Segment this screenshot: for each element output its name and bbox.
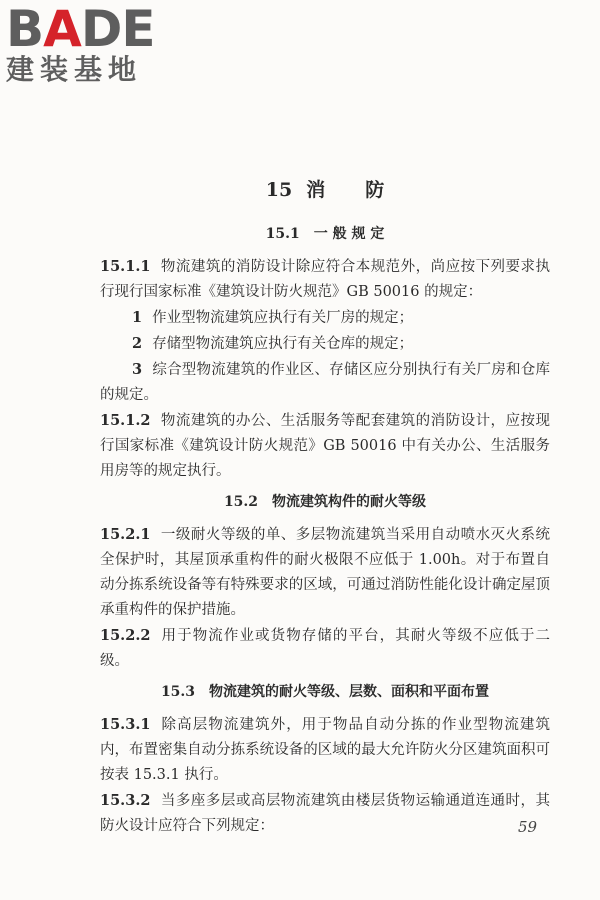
item-number: 1	[132, 309, 143, 326]
clause	[100, 408, 550, 484]
clause-text: 物流建筑的办公、生活服务等配套建筑的消防设计，应按现行国家标准《建筑设计防火规范》GB 50016 中有关办公、生活服务用房等的规定执行。	[100, 413, 550, 479]
clause-number: 15.2.2	[100, 627, 151, 644]
clause-number: 15.2.1	[100, 526, 151, 543]
clause-number: 15.3.1	[100, 716, 151, 733]
list-item	[100, 331, 550, 357]
page-content	[100, 170, 550, 839]
chapter-title-part2: 防	[365, 179, 385, 201]
clause-number: 15.3.2	[100, 792, 151, 809]
section-number: 15.2	[223, 494, 259, 510]
list-item	[100, 357, 550, 408]
item-text: 作业型物流建筑应执行有关厂房的规定；	[152, 310, 414, 326]
section-title	[100, 220, 550, 248]
clause-number: 15.1.2	[100, 412, 151, 429]
logo-wordmark: BADE	[6, 0, 155, 58]
list-item	[100, 305, 550, 331]
clause-text: 用于物流作业或货物存储的平台，其耐火等级不应低于二级。	[100, 628, 550, 669]
clause	[100, 522, 550, 623]
chapter-number: 15	[265, 179, 293, 201]
section-title	[100, 678, 550, 706]
chapter-title	[100, 170, 550, 210]
clause	[100, 254, 550, 305]
item-text: 综合型物流建筑的作业区、存储区应分别执行有关厂房和仓库的规定。	[100, 362, 550, 403]
item-text: 存储型物流建筑应执行有关仓库的规定；	[152, 336, 414, 352]
clause	[100, 623, 550, 674]
logo-subtitle: 建装基地	[6, 53, 143, 86]
clause-number: 15.1.1	[100, 258, 151, 275]
bade-logo	[6, 0, 174, 86]
clause	[100, 712, 550, 788]
section-heading: 物流建筑的耐火等级、层数、面积和平面布置	[209, 684, 490, 700]
clause-text: 除高层物流建筑外，用于物品自动分拣的作业型物流建筑内，布置密集自动分拣系统设备的区域的最大允许防火分区建筑面积可按表 15.3.1 执行。	[100, 717, 550, 783]
chapter-title-part1: 消	[306, 179, 326, 201]
item-number: 2	[132, 335, 143, 352]
section-heading: 一 般 规 定	[313, 226, 385, 242]
clause-text: 当多座多层或高层物流建筑由楼层货物运输通道连通时，其防火设计应符合下列规定：	[100, 793, 550, 834]
clause-text: 物流建筑的消防设计除应符合本规范外，尚应按下列要求执行现行国家标准《建筑设计防火规范》GB 50016 的规定：	[100, 259, 550, 300]
section-number: 15.1	[265, 226, 300, 242]
page-number: 59	[518, 818, 538, 836]
section-number: 15.3	[160, 684, 196, 700]
clause-text: 一级耐火等级的单、多层物流建筑当采用自动喷水灭火系统全保护时，其屋顶承重构件的耐火极限不应低于 1.00h。对于布置自动分拣系统设备等有特殊要求的区域，可通过消防性能化设计确定屋顶承重构件的保护措施。	[100, 527, 550, 618]
section-heading: 物流建筑构件的耐火等级	[272, 494, 427, 510]
section-title	[100, 488, 550, 516]
item-number: 3	[132, 361, 143, 378]
clause	[100, 788, 550, 839]
